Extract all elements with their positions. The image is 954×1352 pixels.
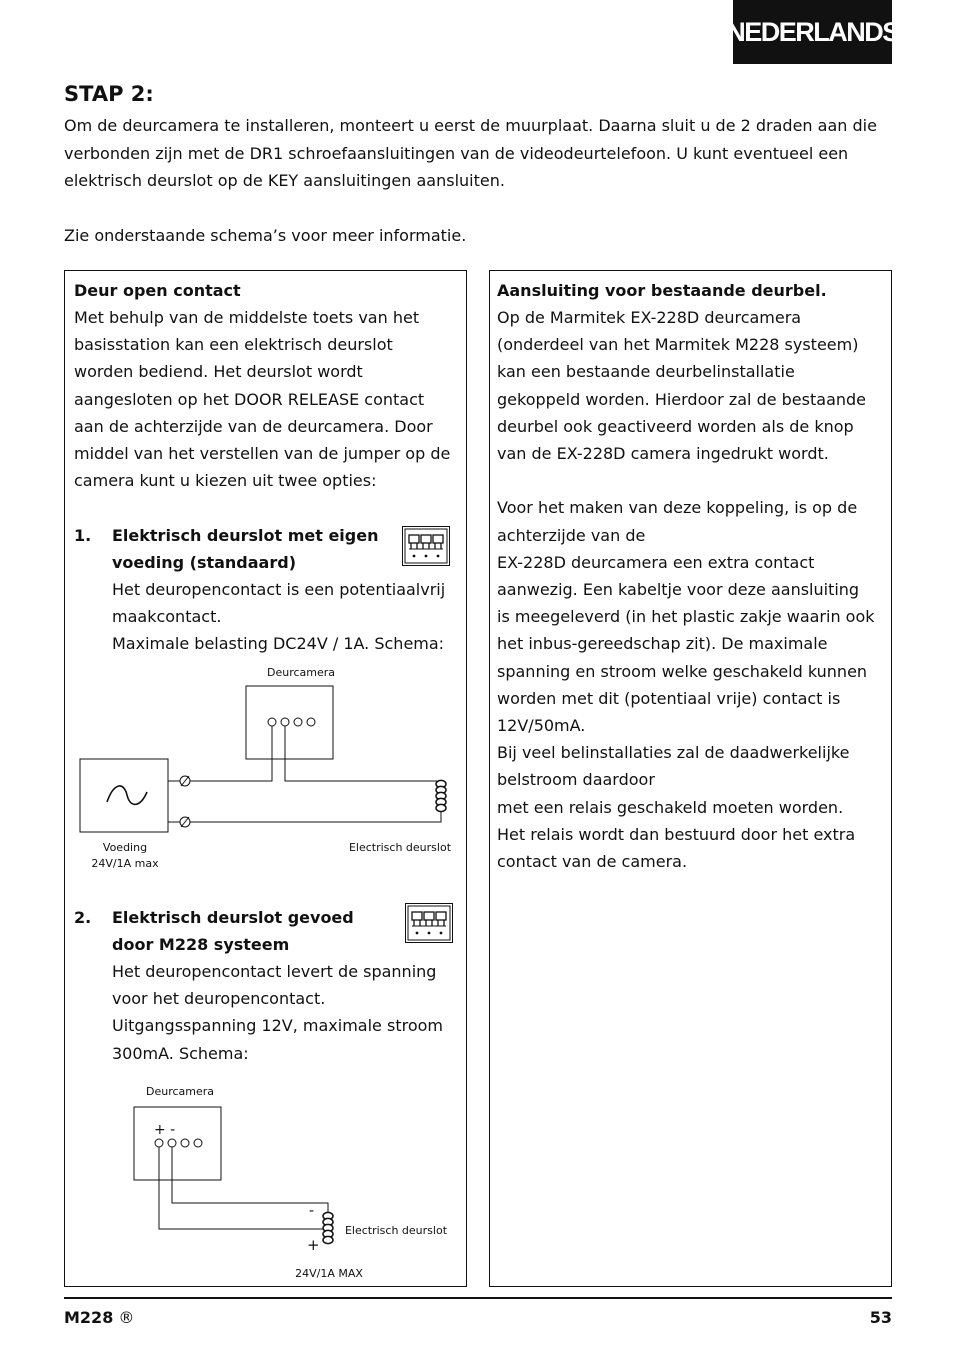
- option2-body-line: Het deuropencontact levert de spanning: [112, 962, 437, 981]
- doorbell-line: 12V/50mA.: [497, 716, 586, 736]
- doorbell-line: spanning en stroom welke geschakeld kunnen: [497, 661, 868, 681]
- intro-text: [64, 112, 894, 249]
- doorbell-line: kan een bestaande deurbelinstallatie: [497, 362, 795, 382]
- diagram1-supply-label: Voeding: [102, 841, 148, 854]
- doorbell-body: [497, 304, 891, 875]
- option1-body: [112, 576, 445, 658]
- body-line: aan de achterzijde van de deurcamera. Door: [74, 416, 433, 436]
- doorbell-line: is meegeleverd (in het plastic zakje waarin ook: [497, 607, 875, 627]
- body-line: camera kunt u kiezen uit twee opties:: [74, 471, 377, 491]
- body-line: middel van het verstellen van de jumper op de: [74, 444, 451, 464]
- door-lock-coil-icon: [323, 1212, 333, 1243]
- camera-box: [134, 1107, 221, 1180]
- footer-model: [64, 1308, 134, 1327]
- doorbell-line: contact van de camera.: [497, 852, 688, 872]
- option2-body-line: voor het deuropencontact.: [112, 989, 326, 1009]
- option2-title: [112, 904, 354, 958]
- body-line: Met behulp van de middelste toets van het: [74, 308, 420, 327]
- model-name: M228: [64, 1308, 114, 1327]
- option1-body-line: maakcontact.: [112, 607, 222, 627]
- option1-number: 1.: [74, 526, 92, 545]
- doorbell-line: (onderdeel van het Marmitek M228 systeem): [497, 335, 859, 355]
- door-release-title: Deur open contact: [74, 281, 241, 300]
- door-lock-coil-icon: [436, 780, 446, 811]
- intro-paragraph: Om de deurcamera te installeren, monteert u eerst de muurplaat. Daarna sluit u de 2 draden aan die verbonden zijn met de DR1 schroefaansluitingen van de videodeurtelefoon. U kunt eventueel een elektrisch deurslot op de KEY aansluitingen aansluiten.: [64, 116, 877, 190]
- doorbell-line: worden met dit (potentiaal vrije) contact is: [497, 688, 841, 708]
- doorbell-line: Op de Marmitek EX-228D deurcamera: [497, 308, 802, 327]
- doorbell-blank-line: [497, 467, 891, 494]
- doorbell-line: Bij veel belinstallaties zal de daadwerkelijke: [497, 743, 850, 763]
- section-title: STAP 2:: [64, 82, 154, 106]
- power-supply-box: [80, 759, 168, 832]
- jumper-setting-icon: [402, 526, 450, 566]
- door-release-box: [64, 270, 467, 1287]
- footer-rule: [64, 1297, 892, 1299]
- diagram1-lock-label: Electrisch deurslot: [348, 841, 452, 854]
- option2-body-line: 300mA. Schema:: [112, 1043, 249, 1063]
- option2-body-line: Uitgangsspanning 12V, maximale stroom: [112, 1016, 443, 1036]
- option2-title-line: door M228 systeem: [112, 935, 290, 955]
- diagram2-lock-label: Electrisch deurslot: [344, 1224, 448, 1237]
- camera-polarity: + -: [154, 1122, 176, 1138]
- option2-body: [112, 958, 443, 1067]
- camera-box: [246, 686, 333, 759]
- doorbell-line: het inbus-gereedschap zit). De maximale: [497, 634, 828, 654]
- doorbell-line: EX-228D deurcamera een extra contact: [497, 552, 815, 572]
- body-line: worden bediend. Het deurslot wordt: [74, 362, 363, 382]
- language-tab: NEDERLANDS: [733, 0, 892, 64]
- door-release-body: [74, 304, 466, 494]
- option2-number: 2.: [74, 908, 92, 927]
- doorbell-line: deurbel ook geactiveerd worden als de knop: [497, 416, 854, 436]
- doorbell-line: van de EX-228D camera ingedrukt wordt.: [497, 444, 829, 464]
- doorbell-line: belstroom daardoor: [497, 770, 655, 790]
- see-also-paragraph: Zie onderstaande schema’s voor meer informatie.: [64, 225, 467, 245]
- doorbell-line: achterzijde van de: [497, 525, 646, 545]
- diagram1-supply-rating: 24V/1A max: [91, 857, 159, 870]
- jumper-setting-icon: [405, 903, 453, 943]
- option2-title-line: Elektrisch deurslot gevoed: [112, 908, 354, 927]
- wiring-diagram-system-supply: [65, 1076, 466, 1286]
- body-line: basisstation kan een elektrisch deurslot: [74, 335, 393, 355]
- ac-symbol-icon: [107, 786, 147, 804]
- doorbell-line: met een relais geschakeld moeten worden.: [497, 797, 844, 817]
- doorbell-title: Aansluiting voor bestaande deurbel.: [497, 281, 827, 300]
- body-line: aangesloten op het DOOR RELEASE contact: [74, 389, 425, 409]
- doorbell-line: Het relais wordt dan bestuurd door het extra: [497, 824, 856, 844]
- doorbell-line: gekoppeld worden. Hierdoor zal de bestaande: [497, 389, 867, 409]
- doorbell-line: aanwezig. Een kabeltje voor deze aansluiting: [497, 580, 860, 600]
- existing-doorbell-box: [489, 270, 892, 1287]
- option1-title-line: voeding (standaard): [112, 553, 296, 573]
- registered-mark: ®: [118, 1308, 135, 1327]
- option1-body-line: Maximale belasting DC24V / 1A. Schema:: [112, 634, 445, 654]
- doorbell-line: Voor het maken van deze koppeling, is op de: [497, 498, 858, 518]
- wiring-diagram-own-supply: [65, 656, 466, 891]
- diagram2-rating-label: 24V/1A MAX: [295, 1267, 363, 1280]
- option1-title: [112, 522, 378, 576]
- page-number: 53: [869, 1308, 892, 1327]
- option1-body-line: Het deuropencontact is een potentiaalvrij: [112, 580, 446, 599]
- diagram2-camera-label: Deurcamera: [145, 1085, 215, 1098]
- option1-title-line: Elektrisch deurslot met eigen: [112, 526, 379, 545]
- lock-minus-sign: -: [309, 1203, 315, 1219]
- lock-plus-sign: +: [307, 1236, 320, 1254]
- diagram1-camera-label: Deurcamera: [266, 666, 336, 679]
